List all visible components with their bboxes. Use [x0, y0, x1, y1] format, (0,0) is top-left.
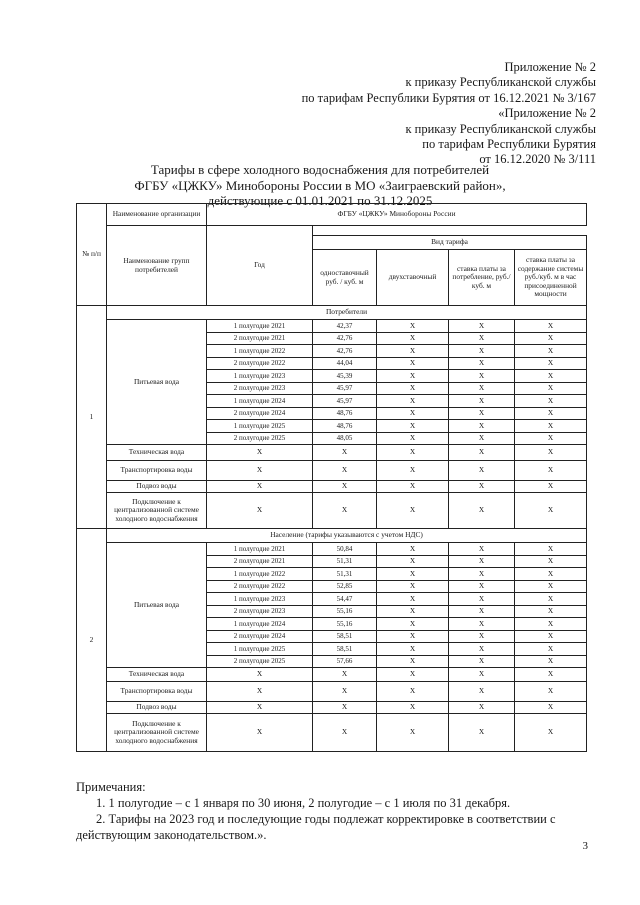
x-mark: X — [207, 493, 313, 529]
x-mark: X — [515, 593, 587, 606]
x-mark: X — [515, 668, 587, 682]
tariff-value: 55,16 — [313, 618, 377, 631]
tariff-value: 50,84 — [313, 543, 377, 556]
x-mark: X — [313, 682, 377, 702]
header-maintenance: ставка платы за содержание системы руб./куб. м в час присоединенной мощности — [515, 250, 587, 306]
period-cell: 2 полугодие 2025 — [207, 432, 313, 445]
tariff-value: 48,05 — [313, 432, 377, 445]
x-mark: X — [515, 580, 587, 593]
header-line: «Приложение № 2 — [498, 106, 596, 121]
x-mark: X — [377, 655, 449, 668]
group-label: Техническая вода — [107, 445, 207, 461]
tariff-value: 42,76 — [313, 332, 377, 345]
x-mark: X — [377, 580, 449, 593]
header-rate: ставка платы за потребление, руб./ куб. м — [449, 250, 515, 306]
x-mark: X — [377, 555, 449, 568]
x-mark: X — [449, 420, 515, 433]
note-1: 1. 1 полугодие – с 1 января по 30 июня, 2 полугодие – с 1 июля по 31 декабря. — [96, 796, 511, 810]
x-mark: X — [449, 481, 515, 493]
x-mark: X — [377, 382, 449, 395]
tariff-value: 51,31 — [313, 555, 377, 568]
group-label: Транспортировка воды — [107, 682, 207, 702]
document-title — [0, 162, 640, 209]
section-heading: Население (тарифы указываются с учетом НДС) — [107, 529, 587, 543]
x-mark: X — [449, 655, 515, 668]
header-two-part: двухставочный — [377, 250, 449, 306]
x-mark: X — [515, 395, 587, 408]
x-mark: X — [207, 714, 313, 752]
table-row — [77, 445, 587, 461]
x-mark: X — [449, 332, 515, 345]
period-cell: 1 полугодие 2022 — [207, 568, 313, 581]
x-mark: X — [449, 345, 515, 358]
x-mark: X — [313, 702, 377, 714]
x-mark: X — [449, 461, 515, 481]
x-mark: X — [449, 605, 515, 618]
table-row — [77, 682, 587, 702]
x-mark: X — [449, 618, 515, 631]
period-cell: 1 полугодие 2021 — [207, 543, 313, 556]
x-mark: X — [449, 630, 515, 643]
period-cell: 1 полугодие 2021 — [207, 320, 313, 333]
table-row — [77, 481, 587, 493]
document-header — [302, 60, 596, 168]
x-mark: X — [515, 543, 587, 556]
header-line: к приказу Республиканской службы — [405, 75, 596, 90]
x-mark: X — [313, 493, 377, 529]
period-cell: 1 полугодие 2024 — [207, 618, 313, 631]
x-mark: X — [377, 445, 449, 461]
x-mark: X — [449, 714, 515, 752]
period-cell: 2 полугодие 2021 — [207, 332, 313, 345]
note-2: 2. Тарифы на 2023 год и последующие годы подлежат корректировке в соответствии с — [96, 812, 556, 826]
x-mark: X — [449, 432, 515, 445]
x-mark: X — [515, 605, 587, 618]
x-mark: X — [449, 643, 515, 656]
x-mark: X — [449, 555, 515, 568]
x-mark: X — [207, 445, 313, 461]
x-mark: X — [515, 461, 587, 481]
x-mark: X — [377, 395, 449, 408]
period-cell: 2 полугодие 2021 — [207, 555, 313, 568]
notes-heading: Примечания: — [76, 780, 146, 794]
x-mark: X — [515, 682, 587, 702]
group-label: Транспортировка воды — [107, 461, 207, 481]
group-drinking-water: Питьевая вода — [107, 543, 207, 668]
period-cell: 1 полугодие 2023 — [207, 593, 313, 606]
table-row — [77, 714, 587, 752]
x-mark: X — [515, 432, 587, 445]
x-mark: X — [377, 345, 449, 358]
table-row — [77, 226, 587, 236]
x-mark: X — [515, 370, 587, 383]
x-mark: X — [377, 702, 449, 714]
tariff-value: 42,37 — [313, 320, 377, 333]
x-mark: X — [515, 493, 587, 529]
x-mark: X — [377, 630, 449, 643]
x-mark: X — [515, 357, 587, 370]
tariff-value: 48,76 — [313, 407, 377, 420]
x-mark: X — [377, 420, 449, 433]
table-row — [77, 306, 587, 320]
tariff-value: 45,97 — [313, 395, 377, 408]
title-line-1: Тарифы в сфере холодного водоснабжения для потребителей — [150, 162, 490, 177]
x-mark: X — [377, 568, 449, 581]
period-cell: 2 полугодие 2024 — [207, 407, 313, 420]
group-label: Подвоз воды — [107, 481, 207, 493]
x-mark: X — [515, 320, 587, 333]
period-cell: 1 полугодие 2022 — [207, 345, 313, 358]
x-mark: X — [449, 593, 515, 606]
x-mark: X — [377, 605, 449, 618]
x-mark: X — [207, 682, 313, 702]
table-row — [77, 668, 587, 682]
x-mark: X — [377, 668, 449, 682]
tariff-value: 51,31 — [313, 568, 377, 581]
x-mark: X — [207, 702, 313, 714]
table-row — [77, 702, 587, 714]
x-mark: X — [515, 382, 587, 395]
tariff-value: 52,85 — [313, 580, 377, 593]
x-mark: X — [207, 461, 313, 481]
x-mark: X — [377, 618, 449, 631]
x-mark: X — [449, 668, 515, 682]
period-cell: 2 полугодие 2025 — [207, 655, 313, 668]
x-mark: X — [449, 580, 515, 593]
x-mark: X — [377, 481, 449, 493]
note-2-continued: действующим законодательством.». — [76, 828, 267, 842]
page-number: 3 — [582, 840, 588, 852]
x-mark: X — [515, 714, 587, 752]
period-cell: 2 полугодие 2024 — [207, 630, 313, 643]
tariff-value: 58,51 — [313, 630, 377, 643]
table-row — [77, 493, 587, 529]
x-mark: X — [515, 407, 587, 420]
x-mark: X — [449, 407, 515, 420]
x-mark: X — [377, 332, 449, 345]
header-line: по тарифам Республики Бурятия от 16.12.2021 № 3/167 — [301, 90, 596, 105]
x-mark: X — [449, 382, 515, 395]
period-cell: 1 полугодие 2025 — [207, 420, 313, 433]
x-mark: X — [377, 714, 449, 752]
header-group-label: Наименование групп потребителей — [107, 226, 207, 306]
tariff-value: 44,04 — [313, 357, 377, 370]
header-org-label: Наименование организации — [107, 204, 207, 226]
x-mark: X — [515, 655, 587, 668]
row-number: 2 — [77, 529, 107, 752]
x-mark: X — [449, 445, 515, 461]
tariff-value: 45,39 — [313, 370, 377, 383]
group-drinking-water: Питьевая вода — [107, 320, 207, 445]
table-row — [77, 461, 587, 481]
x-mark: X — [377, 593, 449, 606]
period-cell: 1 полугодие 2023 — [207, 370, 313, 383]
x-mark: X — [377, 682, 449, 702]
x-mark: X — [313, 668, 377, 682]
period-cell: 2 полугодие 2023 — [207, 605, 313, 618]
header-one-part: одноставочный руб. / куб. м — [313, 250, 377, 306]
x-mark: X — [515, 568, 587, 581]
tariff-table — [76, 203, 587, 752]
header-line: от 16.12.2020 № 3/111 — [479, 152, 596, 167]
x-mark: X — [449, 493, 515, 529]
group-label: Подвоз воды — [107, 702, 207, 714]
period-cell: 2 полугодие 2023 — [207, 382, 313, 395]
period-cell: 2 полугодие 2022 — [207, 357, 313, 370]
table-row — [77, 529, 587, 543]
table-row — [77, 320, 587, 333]
x-mark: X — [515, 630, 587, 643]
x-mark: X — [449, 543, 515, 556]
x-mark: X — [449, 702, 515, 714]
x-mark: X — [313, 445, 377, 461]
tariff-value: 58,51 — [313, 643, 377, 656]
x-mark: X — [515, 420, 587, 433]
x-mark: X — [515, 555, 587, 568]
tariff-value: 55,16 — [313, 605, 377, 618]
x-mark: X — [449, 370, 515, 383]
x-mark: X — [377, 432, 449, 445]
table-row — [77, 543, 587, 556]
period-cell: 1 полугодие 2025 — [207, 643, 313, 656]
x-mark: X — [377, 493, 449, 529]
x-mark: X — [449, 320, 515, 333]
x-mark: X — [313, 714, 377, 752]
period-cell: 1 полугодие 2024 — [207, 395, 313, 408]
x-mark: X — [449, 568, 515, 581]
x-mark: X — [449, 682, 515, 702]
tariff-value: 42,76 — [313, 345, 377, 358]
x-mark: X — [377, 370, 449, 383]
x-mark: X — [313, 481, 377, 493]
x-mark: X — [207, 668, 313, 682]
x-mark: X — [377, 407, 449, 420]
group-label: Подключение к централизованной системе холодного водоснабжения — [107, 714, 207, 752]
x-mark: X — [515, 643, 587, 656]
x-mark: X — [377, 461, 449, 481]
section-heading: Потребители — [107, 306, 587, 320]
x-mark: X — [377, 543, 449, 556]
tariff-value: 48,76 — [313, 420, 377, 433]
x-mark: X — [207, 481, 313, 493]
row-number: 1 — [77, 306, 107, 529]
x-mark: X — [515, 618, 587, 631]
x-mark: X — [377, 357, 449, 370]
x-mark: X — [377, 320, 449, 333]
notes — [76, 779, 596, 843]
x-mark: X — [515, 702, 587, 714]
header-line: по тарифам Республики Бурятия — [422, 137, 596, 152]
x-mark: X — [377, 643, 449, 656]
x-mark: X — [515, 332, 587, 345]
tariff-value: 45,97 — [313, 382, 377, 395]
tariff-value: 57,66 — [313, 655, 377, 668]
header-line: Приложение № 2 — [504, 60, 596, 74]
table-row — [77, 204, 587, 226]
x-mark: X — [313, 461, 377, 481]
x-mark: X — [515, 481, 587, 493]
group-label: Техническая вода — [107, 668, 207, 682]
x-mark: X — [515, 445, 587, 461]
x-mark: X — [449, 395, 515, 408]
header-org-name: ФГБУ «ЦЖКУ» Минобороны России — [207, 204, 587, 226]
header-year: Год — [207, 226, 313, 306]
x-mark: X — [515, 345, 587, 358]
period-cell: 2 полугодие 2022 — [207, 580, 313, 593]
header-tariff-type: Вид тарифа — [313, 236, 587, 250]
header-num: № п/п — [77, 204, 107, 306]
title-line-2: ФГБУ «ЦЖКУ» Минобороны России в МО «Заиграевский район», — [134, 177, 506, 193]
group-label: Подключение к централизованной системе холодного водоснабжения — [107, 493, 207, 529]
tariff-value: 54,47 — [313, 593, 377, 606]
title-line-3: действующие с 01.01.2021 по 31.12.2025 — [207, 193, 433, 208]
x-mark: X — [449, 357, 515, 370]
header-line: к приказу Республиканской службы — [405, 121, 596, 136]
